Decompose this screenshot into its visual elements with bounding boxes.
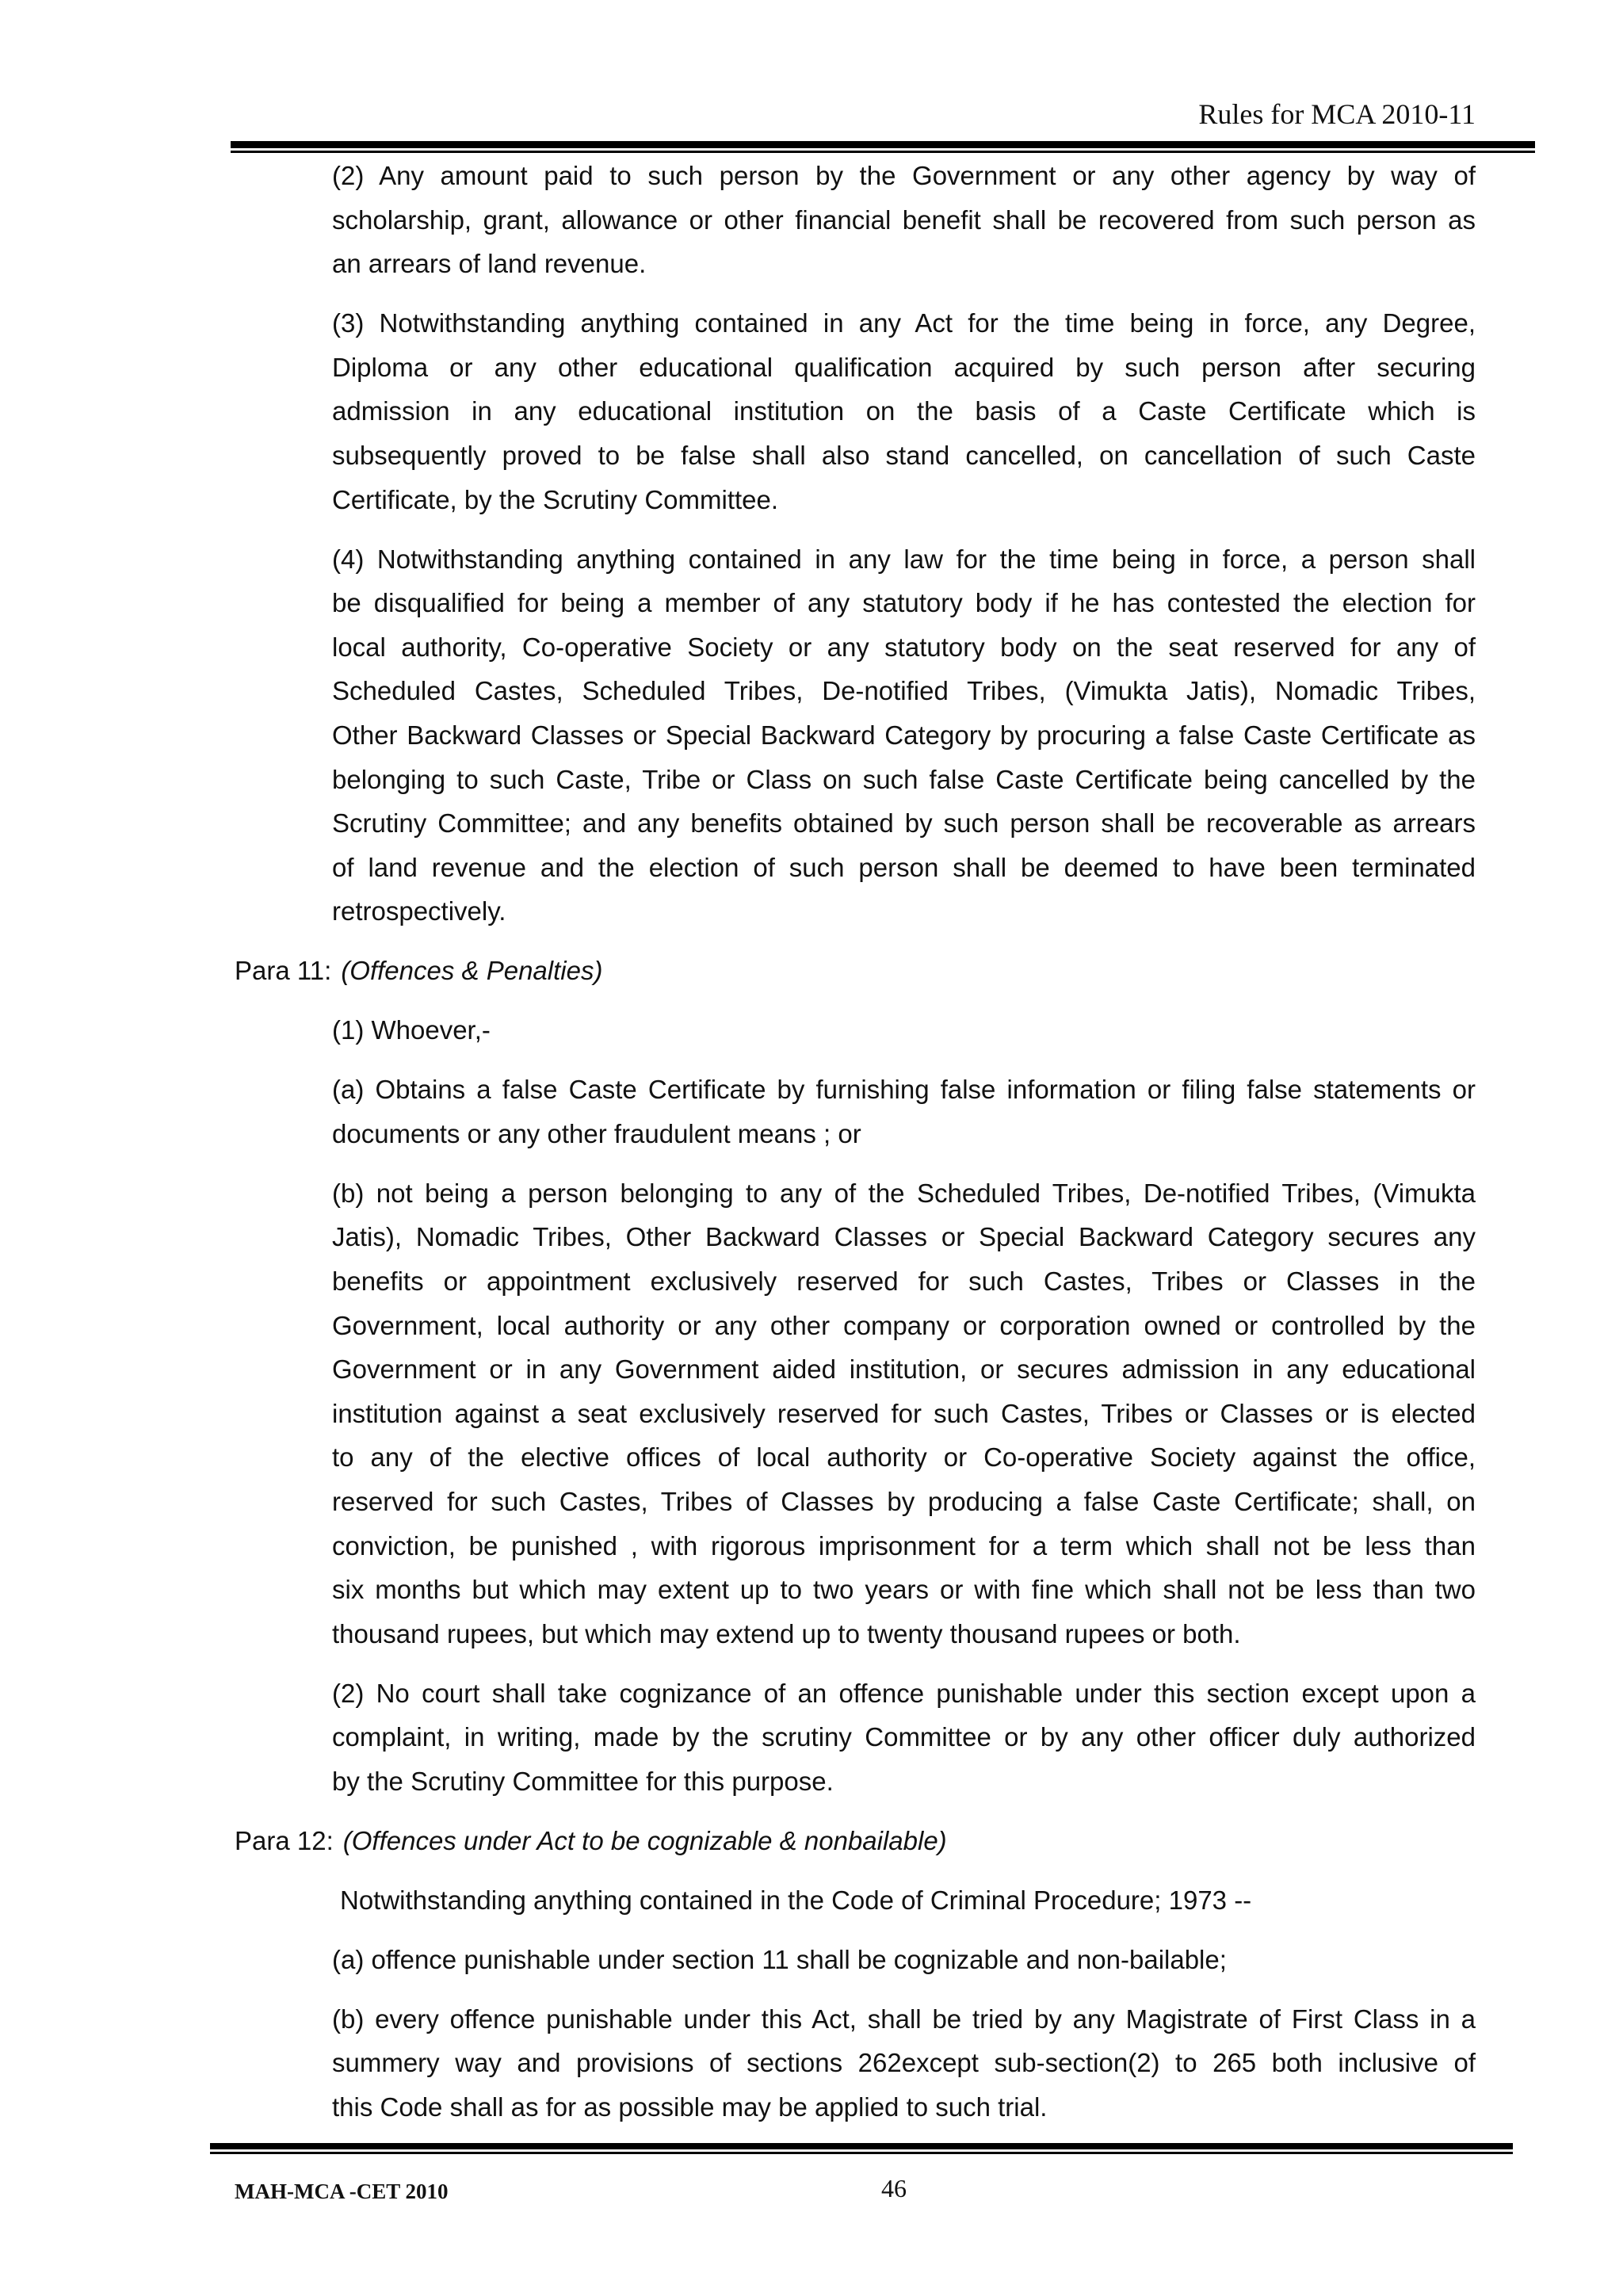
text-line: local authority, Co-operative Society or any statutory body on the seat reserved for any of	[332, 632, 1476, 662]
text-line: complaint, in writing, made by the scrutiny Committee or by any other officer duly authorized	[332, 1722, 1476, 1752]
page-body	[235, 154, 1476, 2145]
para-12-title: (Offences under Act to be cognizable & nonbailable)	[342, 1825, 947, 1855]
para-10-clause-3	[332, 301, 1476, 521]
para-11-clause-1	[332, 1008, 1476, 1052]
text-line: by the Scrutiny Committee for this purpose.	[332, 1766, 834, 1796]
text-line: (2) Any amount paid to such person by the Government or any other agency by way of	[332, 161, 1476, 190]
text-line: Notwithstanding anything contained in the Code of Criminal Procedure; 1973 --	[340, 1885, 1252, 1915]
text-line: Other Backward Classes or Special Backward Category by procuring a false Caste Certificate as	[332, 720, 1476, 750]
para-12-item-b	[332, 1997, 1476, 2130]
running-header-title: Rules for MCA 2010-11	[1198, 98, 1476, 130]
para-11-label: Para 11:	[235, 956, 332, 986]
text-line: (1) Whoever,-	[332, 1015, 491, 1045]
para-11-item-a	[332, 1068, 1476, 1156]
text-line: this Code shall as for as possible may be applied to such trial.	[332, 2092, 1048, 2122]
text-line: Diploma or any other educational qualification acquired by such person after securing	[332, 352, 1476, 382]
text-line: benefits or appointment exclusively reserved for such Castes, Tribes or Classes in the	[332, 1266, 1476, 1296]
text-line: (a) offence punishable under section 11 shall be cognizable and non-bailable;	[332, 1944, 1227, 1974]
para-11-heading	[235, 949, 1476, 993]
footer-rule-thin	[210, 2152, 1513, 2154]
para-10-clause-2	[332, 154, 1476, 286]
para-11-clause-2	[332, 1671, 1476, 1804]
text-line: summery way and provisions of sections 262except sub-section(2) to 265 both inclusive of	[332, 2048, 1476, 2078]
text-line: (3) Notwithstanding anything contained in any Act for the time being in force, any Degree,	[332, 308, 1476, 338]
text-line: institution against a seat exclusively reserved for such Castes, Tribes or Classes or is elected	[332, 1398, 1476, 1428]
text-line: Scheduled Castes, Scheduled Tribes, De-notified Tribes, (Vimukta Jatis), Nomadic Tribes,	[332, 676, 1476, 706]
para-12-intro	[332, 1878, 1476, 1923]
text-line: an arrears of land revenue.	[332, 249, 647, 279]
header-rule-thin	[231, 151, 1535, 153]
text-line: Certificate, by the Scrutiny Committee.	[332, 484, 779, 514]
para-10-clause-4	[332, 537, 1476, 934]
text-line: reserved for such Castes, Tribes of Classes by producing a false Caste Certificate; shall, on	[332, 1486, 1476, 1516]
text-line: (2) No court shall take cognizance of an offence punishable under this section except upon a	[332, 1678, 1476, 1708]
text-line: Jatis), Nomadic Tribes, Other Backward Classes or Special Backward Category secures any	[332, 1222, 1476, 1252]
text-line: admission in any educational institution on the basis of a Caste Certificate which is	[332, 396, 1476, 426]
para-12-item-a	[332, 1938, 1476, 1982]
text-line: Government or in any Government aided institution, or secures admission in any educational	[332, 1354, 1476, 1385]
para-12-label: Para 12:	[235, 1825, 334, 1855]
text-line: Scrutiny Committee; and any benefits obtained by such person shall be recoverable as arrears	[332, 808, 1476, 839]
text-line: retrospectively.	[332, 896, 506, 926]
header-rule-thick	[231, 141, 1535, 148]
text-line: six months but which may extent up to two years or with fine which shall not be less than two	[332, 1575, 1476, 1605]
footer-document-label: MAH-MCA -CET 2010	[235, 2179, 449, 2203]
para-11-item-b	[332, 1171, 1476, 1656]
text-line: documents or any other fraudulent means ; or	[332, 1118, 861, 1148]
text-line: (4) Notwithstanding anything contained in any law for the time being in force, a person shall	[332, 544, 1476, 574]
para-11-title: (Offences & Penalties)	[341, 956, 603, 986]
text-line: subsequently proved to be false shall also stand cancelled, on cancellation of such Caste	[332, 440, 1476, 470]
text-line: (b) not being a person belonging to any of the Scheduled Tribes, De-notified Tribes, (Vimukta	[332, 1178, 1476, 1208]
text-line: scholarship, grant, allowance or other financial benefit shall be recovered from such person as	[332, 204, 1476, 235]
text-line: Government, local authority or any other company or corporation owned or controlled by the	[332, 1310, 1476, 1340]
text-line: (a) Obtains a false Caste Certificate by furnishing false information or filing false statements or	[332, 1075, 1476, 1105]
text-line: be disqualified for being a member of any statutory body if he has contested the election for	[332, 588, 1476, 618]
text-line: belonging to such Caste, Tribe or Class on such false Caste Certificate being cancelled by the	[332, 764, 1476, 794]
text-line: to any of the elective offices of local authority or Co-operative Society against the office,	[332, 1442, 1476, 1473]
text-line: thousand rupees, but which may extend up to twenty thousand rupees or both.	[332, 1618, 1241, 1648]
page-number: 46	[881, 2174, 907, 2202]
footer-rule-thick	[210, 2143, 1513, 2149]
text-line: (b) every offence punishable under this Act, shall be tried by any Magistrate of First Class in a	[332, 2004, 1476, 2034]
para-12-heading	[235, 1819, 1476, 1863]
text-line: conviction, be punished , with rigorous imprisonment for a term which shall not be less than	[332, 1530, 1476, 1561]
text-line: of land revenue and the election of such person shall be deemed to have been terminated	[332, 852, 1476, 882]
